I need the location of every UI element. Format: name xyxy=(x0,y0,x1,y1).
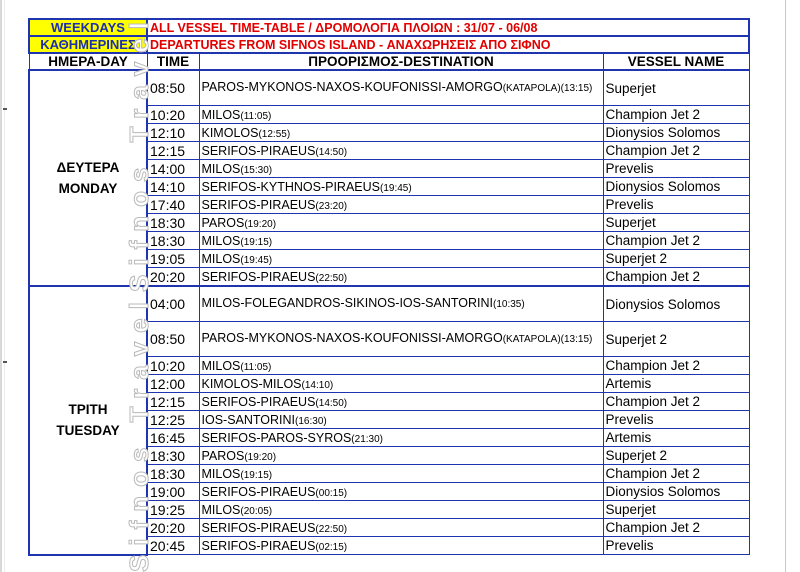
route-text: SERIFOS-KYTHNOS-PIRAEUS xyxy=(201,179,380,194)
column-header-vessel: VESSEL NAME xyxy=(603,53,749,70)
destination-cell xyxy=(199,214,603,232)
route-text: PAROS-MYKONOS-NAXOS-KOUFONISSI-AMORGO xyxy=(201,331,503,345)
arrival-time: (10:35) xyxy=(492,299,525,310)
departure-time: 08:50 xyxy=(147,70,199,106)
page-edge-left-inner xyxy=(4,0,5,572)
vessel-name: Dionysios Solomos xyxy=(603,178,749,196)
route-text: MILOS-FOLEGANDROS-SIKINOS-IOS-SANTORINI xyxy=(201,296,493,310)
arrival-time: (14:50) xyxy=(315,397,348,409)
vessel-name: Champion Jet 2 xyxy=(603,393,749,411)
arrival-time: (14:50) xyxy=(315,146,348,158)
timetable-body xyxy=(29,70,749,555)
timetable-title: ALL VESSEL TIME-TABLE / ΔΡΟΜΟΛΟΓΙΑ ΠΛΟΙΩΝ : 31/07 - 06/08 xyxy=(147,19,749,36)
departure-time: 16:45 xyxy=(147,429,199,447)
arrival-time: (19:20) xyxy=(244,218,277,230)
arrival-time: (02:15) xyxy=(315,541,348,553)
route-text: PAROS xyxy=(201,448,245,463)
route-text: PAROS-MYKONOS-NAXOS-KOUFONISSI-AMORGO xyxy=(201,80,503,94)
destination-cell xyxy=(199,393,603,411)
route-text: MILOS xyxy=(201,161,241,176)
destination-cell xyxy=(199,375,603,393)
destination-cell xyxy=(199,124,603,142)
header-row-1 xyxy=(29,19,749,36)
route-text: MILOS xyxy=(201,502,241,517)
vessel-name: Prevelis xyxy=(603,196,749,214)
vessel-name: Champion Jet 2 xyxy=(603,519,749,537)
vessel-name: Champion Jet 2 xyxy=(603,357,749,375)
vessel-name: Superjet 2 xyxy=(603,447,749,465)
timetable-row xyxy=(29,286,749,322)
departure-time: 18:30 xyxy=(147,447,199,465)
destination-cell xyxy=(199,268,603,287)
column-header-destination: ΠΡΟΟΡΙΣΜΟΣ-DESTINATION xyxy=(199,53,603,70)
route-text: SERIFOS-PIRAEUS xyxy=(201,197,316,212)
departure-time: 18:30 xyxy=(147,214,199,232)
arrival-time: (19:45) xyxy=(380,182,412,194)
route-text: SERIFOS-PIRAEUS xyxy=(201,269,316,284)
vessel-name: Champion Jet 2 xyxy=(603,142,749,160)
day-name-greek: ΤΡΙΤΗ xyxy=(68,402,108,418)
departure-time: 20:20 xyxy=(147,519,199,537)
column-header-time: TIME xyxy=(147,53,199,70)
watermark-tuesday: Sifnos Travel xyxy=(124,293,154,572)
vessel-name: Superjet 2 xyxy=(603,250,749,268)
departure-time: 12:10 xyxy=(147,124,199,142)
page-edge-right xyxy=(785,0,786,572)
edge-mark xyxy=(3,361,7,363)
destination-cell xyxy=(199,70,603,106)
destination-cell xyxy=(199,519,603,537)
departure-time: 17:40 xyxy=(147,196,199,214)
destination-cell xyxy=(199,501,603,519)
vessel-name: Superjet xyxy=(603,214,749,232)
vessel-name: Artemis xyxy=(603,429,749,447)
destination-cell xyxy=(199,250,603,268)
arrival-time: (20:05) xyxy=(240,505,273,517)
destination-cell xyxy=(199,429,603,447)
departure-time: 14:10 xyxy=(147,178,199,196)
route-text: PAROS xyxy=(201,215,245,230)
vessel-name: Champion Jet 2 xyxy=(603,268,749,287)
weekdays-label: WEEKDAYS xyxy=(29,19,147,36)
route-text: SERIFOS-PIRAEUS xyxy=(201,143,316,158)
arrival-time: (16:30) xyxy=(295,415,327,427)
arrival-time: (00:15) xyxy=(315,487,348,499)
arrival-time: (KATAPOLA)(13:15) xyxy=(502,334,593,345)
departure-time: 19:00 xyxy=(147,483,199,501)
departure-time: 10:20 xyxy=(147,357,199,375)
route-text: KIMOLOS xyxy=(201,125,259,140)
day-cell xyxy=(29,70,147,286)
destination-cell xyxy=(199,357,603,375)
route-text: KIMOLOS-MILOS xyxy=(201,376,302,391)
route-text: MILOS xyxy=(201,466,241,481)
destination-cell xyxy=(199,142,603,160)
route-text: MILOS xyxy=(201,233,241,248)
route-text: MILOS xyxy=(201,358,241,373)
destination-cell xyxy=(199,196,603,214)
arrival-time: (19:45) xyxy=(240,254,273,266)
arrival-time: (KATAPOLA)(13:15) xyxy=(502,83,593,94)
watermark-monday: Sifnos Travel xyxy=(124,13,154,292)
destination-cell xyxy=(199,286,603,322)
destination-cell xyxy=(199,322,603,357)
weekdays-label-greek: ΚΑΘΗΜΕΡΙΝΕΣ xyxy=(29,36,147,53)
destination-cell xyxy=(199,465,603,483)
day-name-greek: ΔΕΥΤΕΡΑ xyxy=(56,160,120,175)
departure-time: 19:25 xyxy=(147,501,199,519)
arrival-time: (11:05) xyxy=(240,361,272,373)
arrival-time: (22:50) xyxy=(315,523,348,535)
destination-cell xyxy=(199,483,603,501)
arrival-time: (22:50) xyxy=(315,272,348,284)
day-name-english: MONDAY xyxy=(58,181,118,196)
vessel-name: Prevelis xyxy=(603,411,749,429)
arrival-time: (19:15) xyxy=(240,236,273,248)
departure-time: 12:00 xyxy=(147,375,199,393)
day-name-english: TUESDAY xyxy=(56,423,120,439)
arrival-time: (21:30) xyxy=(351,433,383,445)
departure-time: 12:15 xyxy=(147,393,199,411)
column-header-row xyxy=(29,53,749,70)
page-edge-left xyxy=(0,0,2,572)
route-text: MILOS xyxy=(201,251,241,266)
header-row-2 xyxy=(29,36,749,53)
departure-time: 14:00 xyxy=(147,160,199,178)
timetable-row xyxy=(29,70,749,106)
destination-cell xyxy=(199,106,603,124)
destination-cell xyxy=(199,178,603,196)
timetable xyxy=(28,18,750,556)
arrival-time: (11:05) xyxy=(240,110,272,122)
vessel-name: Champion Jet 2 xyxy=(603,465,749,483)
arrival-time: (15:30) xyxy=(240,164,273,176)
edge-mark xyxy=(3,108,7,110)
departure-time: 12:25 xyxy=(147,411,199,429)
vessel-name: Dionysios Solomos xyxy=(603,483,749,501)
route-text: MILOS xyxy=(201,107,241,122)
arrival-time: (12:55) xyxy=(258,128,291,140)
arrival-time: (23:20) xyxy=(315,200,348,212)
destination-cell xyxy=(199,232,603,250)
departure-time: 20:45 xyxy=(147,537,199,555)
route-text: SERIFOS-PIRAEUS xyxy=(201,484,316,499)
departure-time: 20:20 xyxy=(147,268,199,287)
destination-cell xyxy=(199,411,603,429)
vessel-name: Superjet xyxy=(603,70,749,106)
vessel-name: Champion Jet 2 xyxy=(603,232,749,250)
arrival-time: (19:15) xyxy=(240,469,273,481)
route-text: SERIFOS-PIRAEUS xyxy=(201,394,316,409)
departure-time: 12:15 xyxy=(147,142,199,160)
arrival-time: (19:20) xyxy=(244,451,277,463)
destination-cell xyxy=(199,537,603,555)
vessel-name: Superjet 2 xyxy=(603,322,749,357)
vessel-name: Superjet xyxy=(603,501,749,519)
vessel-name: Prevelis xyxy=(603,160,749,178)
vessel-name: Prevelis xyxy=(603,537,749,555)
vessel-name: Champion Jet 2 xyxy=(603,106,749,124)
route-text: IOS-SANTORINI xyxy=(201,412,296,427)
vessel-name: Artemis xyxy=(603,375,749,393)
vessel-name: Dionysios Solomos xyxy=(603,124,749,142)
destination-cell xyxy=(199,447,603,465)
day-cell xyxy=(29,286,147,555)
column-header-day: ΗΜΕΡΑ-DAY xyxy=(29,53,147,70)
route-text: SERIFOS-PAROS-SYROS xyxy=(201,430,352,445)
vessel-name: Dionysios Solomos xyxy=(603,286,749,322)
arrival-time: (14:10) xyxy=(301,379,334,391)
departure-time: 10:20 xyxy=(147,106,199,124)
departure-time: 18:30 xyxy=(147,465,199,483)
departure-time: 08:50 xyxy=(147,322,199,357)
route-text: SERIFOS-PIRAEUS xyxy=(201,538,316,553)
departure-time: 18:30 xyxy=(147,232,199,250)
timetable-subtitle: DEPARTURES FROM SIFNOS ISLAND - ΑΝΑΧΩΡΗΣΕΙΣ ΑΠΟ ΣΙΦΝΟ xyxy=(147,36,749,53)
destination-cell xyxy=(199,160,603,178)
route-text: SERIFOS-PIRAEUS xyxy=(201,520,316,535)
departure-time: 19:05 xyxy=(147,250,199,268)
departure-time: 04:00 xyxy=(147,286,199,322)
